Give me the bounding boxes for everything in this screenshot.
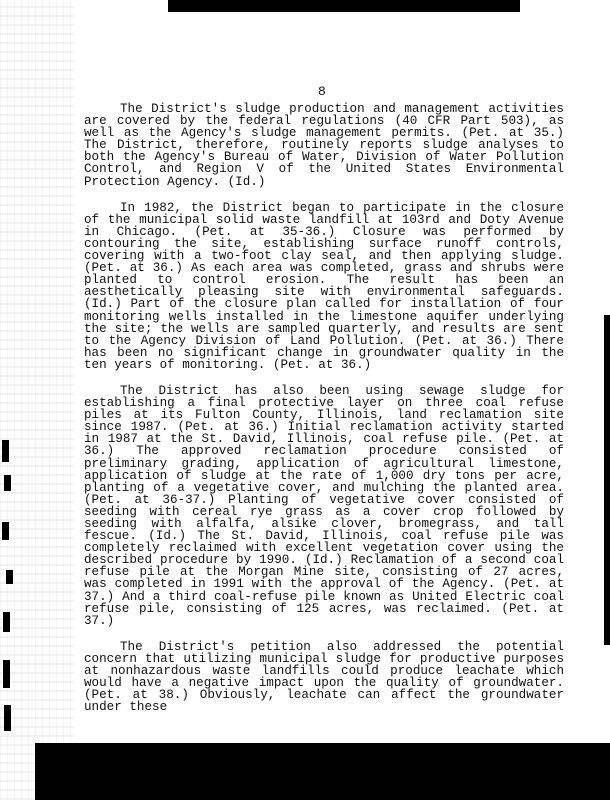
scan-mark [3,612,10,632]
scan-mark [4,475,11,491]
scan-mark [3,660,10,688]
paragraph: The District's petition also addressed the potential concern that utilizing municipal sludge for productive purposes at nonhazardous waste landfills could produce leachate which would have a negative impact upon the quality of groundwater. (Pet. at 38.) Obviously, leachate can affect the groundwater under these [84,639,564,715]
scan-noise-margin [0,0,74,800]
scan-mark [2,440,9,462]
paragraph: The District's sludge production and management activities are covered by the federal regulations (40 CFR Part 503), as well as the Agency's sludge management permits. (Pet. at 35.) The District, therefore, routinely reports sludge analyses to both the Agency's Bureau of Water, Division of Water Pollution Control, and Region V of the United States Environmental Protection Agency. (Id.) [84,102,564,189]
scan-mark [6,570,13,584]
scan-mark [2,522,9,540]
scan-border-top [168,0,520,12]
scan-mark [4,705,11,731]
paragraph: The District has also been using sewage sludge for establishing a final protective layer on three coal refuse piles at its Fulton County, Illinois, land reclamation site since 1987. (Pet. at 36.) Initial reclamation activity started in 1987 at the St. David, Illinois, coal refuse pile. (Pet. at 36.) The approved reclamation procedure consisted of preliminary grading, application of agricultural limestone, application of sludge at the rate of 1,000 dry tons per acre, planting of a vegetative cover, and mulching the planted area. (Pet. at 36-37.) Planting of vegetative cover consisted of seeding with cereal rye grass as a cover crop followed by seeding with alfalfa, alsike clover, bromegrass, and tall fescue. (Id.) The St. David, Illinois, coal refuse pile was completely reclaimed with excellent vegetation cover using the described procedure by 1990. (Id.) Reclamation of a second coal refuse pile at the Morgan Mine site, consisting of 27 acres, was completed in 1991 with the approval of the Agency. (Pet. at 37.) And a third coal-refuse pile known as United Electric coal refuse pile, consisting of 125 acres, was reclaimed. (Pet. at 37.) [84,383,564,628]
page-number: 8 [318,84,326,99]
paragraph: In 1982, the District began to participate in the closure of the municipal solid waste landfill at 103rd and Doty Avenue in Chicago. (Pet. at 35-36.) Closure was performed by contouring the site, establishing surface runoff controls, covering with a two-foot clay seal, and then applying sludge. (Pet. at 36.) As each area was completed, grass and shrubs were planted to control erosion. The result has been an aesthetically pleasing site with environmental safeguards. (Id.) Part of the closure plan called for installation of four monitoring wells installed in the limestone aquifer underlying the site; the wells are sampled quarterly, and results are sent to the Agency Division of Land Pollution. (Pet. at 36.) There has been no significant change in groundwater quality in the ten years of monitoring. (Pet. at 36.) [84,200,564,372]
scan-border-right [604,315,610,645]
scan-border-bottom [35,743,610,800]
document-body [84,103,564,727]
